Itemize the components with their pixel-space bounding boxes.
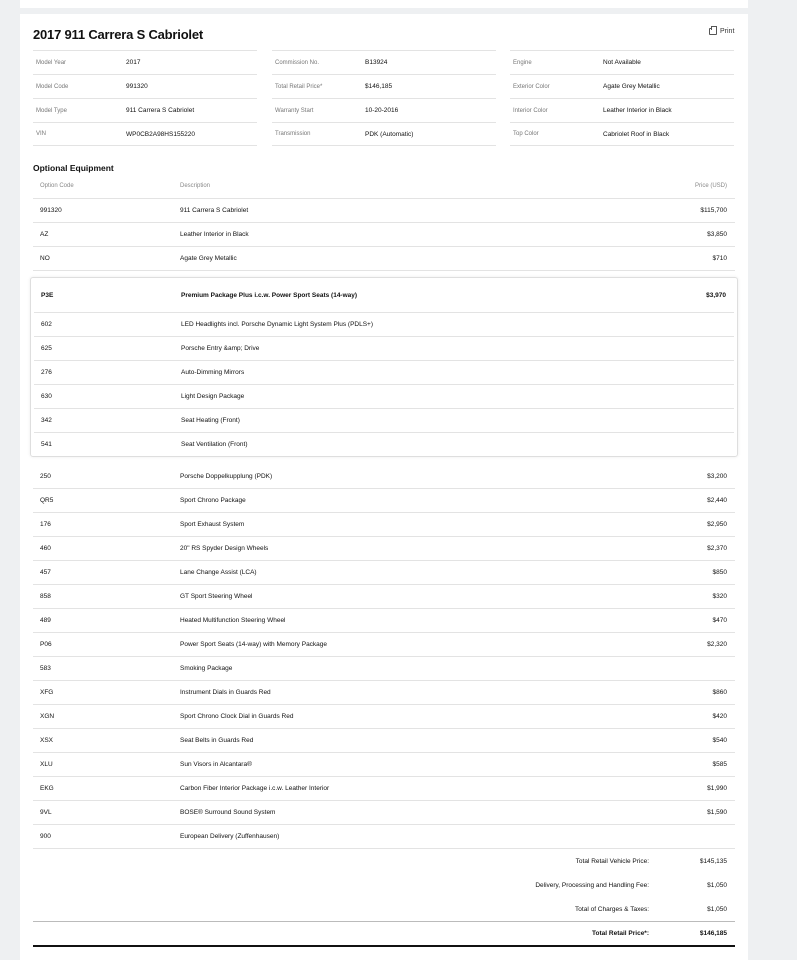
table-row	[33, 223, 735, 247]
option-price: $320	[712, 593, 727, 600]
section-title-optional-equipment: Optional Equipment	[33, 163, 114, 173]
option-description: Heated Multifunction Steering Wheel	[180, 617, 286, 624]
option-description: Sport Chrono Package	[180, 497, 246, 504]
spec-label: Exterior Color	[513, 83, 550, 90]
table-row	[33, 199, 735, 223]
totals-row	[33, 873, 735, 897]
rows-after-package	[33, 465, 735, 849]
grand-total-label: Total Retail Price*:	[592, 930, 649, 937]
spec-label: Interior Color	[513, 107, 548, 114]
spec-label: Model Type	[36, 107, 67, 114]
spec-row	[33, 74, 257, 98]
spec-label: VIN	[36, 131, 47, 137]
table-row	[33, 753, 735, 777]
option-description: Lane Change Assist (LCA)	[180, 569, 257, 576]
package-item-row	[34, 312, 734, 336]
option-price: $470	[712, 617, 727, 624]
spec-row	[272, 98, 496, 122]
spec-value: 911 Carrera S Cabriolet	[126, 107, 195, 114]
spec-label: Total Retail Price*	[275, 83, 323, 90]
spec-row	[272, 122, 496, 146]
option-description: GT Sport Steering Wheel	[180, 593, 253, 600]
spec-row	[33, 50, 257, 74]
top-strip	[20, 0, 748, 8]
option-price: $585	[712, 761, 727, 768]
spec-value: B13924	[365, 59, 388, 66]
column-header-code: Option Code	[40, 183, 74, 189]
spec-value: Not Available	[603, 59, 641, 66]
option-description: Auto-Dimming Mirrors	[181, 369, 245, 376]
totals-label: Total Retail Vehicle Price:	[575, 857, 649, 865]
spec-row	[510, 122, 734, 146]
option-price: $2,320	[707, 641, 727, 648]
option-code: 176	[40, 521, 51, 528]
spec-label: Engine	[513, 59, 532, 66]
column-header-price: Price (USD)	[694, 183, 727, 189]
table-row	[33, 801, 735, 825]
option-code: 276	[41, 369, 52, 376]
table-row	[33, 681, 735, 705]
option-description: Sun Visors in Alcantara®	[180, 761, 252, 768]
option-description: Seat Ventilation (Front)	[181, 441, 248, 448]
spec-row	[510, 50, 734, 74]
table-row	[33, 513, 735, 537]
specs-column-1	[33, 50, 257, 146]
package-item-row	[34, 336, 734, 360]
option-description: Smoking Package	[180, 665, 233, 672]
printer-icon	[709, 28, 717, 35]
option-code: AZ	[40, 231, 49, 238]
grand-total-value: $146,185	[699, 930, 727, 937]
totals-value: $1,050	[707, 905, 727, 913]
option-code: XGN	[40, 713, 55, 720]
option-price: $540	[712, 737, 727, 744]
option-description: Instrument Dials in Guards Red	[180, 689, 271, 696]
option-code: 9VL	[40, 809, 52, 816]
option-code: 583	[40, 665, 51, 672]
option-code: 900	[40, 833, 51, 840]
option-code: 625	[41, 345, 52, 352]
table-row	[33, 657, 735, 681]
option-code: QR5	[40, 497, 54, 504]
spec-row	[33, 122, 257, 146]
spec-value: PDK (Automatic)	[365, 130, 414, 138]
specs-column-3	[510, 50, 734, 146]
package-item-row	[34, 360, 734, 384]
table-row	[33, 247, 735, 271]
package-header-row	[34, 278, 734, 312]
vehicle-specs	[33, 50, 735, 147]
option-price: $710	[712, 255, 727, 262]
totals-section	[33, 849, 735, 947]
option-code: 457	[40, 569, 51, 576]
option-price: $1,590	[707, 809, 727, 816]
option-code: 630	[41, 393, 52, 400]
option-price: $3,850	[707, 231, 727, 238]
spec-row	[272, 50, 496, 74]
spec-row	[272, 74, 496, 98]
option-price: $2,440	[707, 497, 727, 504]
option-code: 858	[40, 593, 51, 600]
spec-label: Transmission	[275, 131, 311, 137]
grand-total-row	[33, 921, 735, 947]
option-price: $2,370	[707, 545, 727, 552]
table-row	[33, 609, 735, 633]
spec-row	[510, 74, 734, 98]
option-description: Power Sport Seats (14-way) with Memory Package	[180, 641, 328, 648]
option-code: 342	[41, 417, 52, 424]
option-code: 489	[40, 617, 51, 624]
option-code: NO	[40, 255, 50, 262]
option-price: $420	[712, 713, 727, 720]
option-code: 541	[41, 441, 52, 448]
column-header-description: Description	[180, 183, 211, 189]
spec-value: Cabriolet Roof in Black	[603, 130, 670, 138]
option-code: 602	[41, 321, 52, 328]
totals-value: $1,050	[707, 881, 727, 889]
totals-row	[33, 849, 735, 873]
option-description: Porsche Entry &amp; Drive	[181, 345, 260, 352]
option-description: Light Design Package	[181, 393, 245, 400]
option-code: P06	[40, 641, 52, 648]
table-row	[33, 561, 735, 585]
spec-value: 991320	[126, 83, 148, 90]
totals-value: $145,135	[699, 857, 727, 865]
spec-label: Model Year	[36, 59, 67, 66]
option-description: European Delivery (Zuffenhausen)	[180, 833, 280, 840]
totals-label: Delivery, Processing and Handling Fee:	[535, 881, 649, 889]
option-price: $3,200	[707, 473, 727, 480]
spec-label: Commission No.	[275, 59, 320, 66]
spec-row	[510, 98, 734, 122]
option-description: Sport Exhaust System	[180, 521, 245, 528]
spec-value: 2017	[126, 59, 141, 66]
spec-label: Warranty Start	[275, 107, 314, 114]
option-description: 911 Carrera S Cabriolet	[180, 207, 249, 214]
option-description: Seat Belts in Guards Red	[180, 737, 254, 744]
package-item-row	[34, 432, 734, 456]
table-row	[33, 777, 735, 801]
table-row	[33, 489, 735, 513]
option-code: 250	[40, 473, 51, 480]
table-row	[33, 585, 735, 609]
option-description: LED Headlights incl. Porsche Dynamic Light System Plus (PDLS+)	[181, 321, 374, 328]
option-description: Sport Chrono Clock Dial in Guards Red	[180, 713, 294, 720]
option-description: BOSE® Surround Sound System	[180, 809, 276, 816]
package-items	[34, 312, 734, 456]
option-price: $860	[712, 689, 727, 696]
option-description: Carbon Fiber Interior Package i.c.w. Leather Interior	[180, 785, 330, 792]
table-row	[33, 633, 735, 657]
print-button[interactable]	[709, 28, 734, 35]
spec-label: Model Code	[36, 83, 69, 90]
spec-value: Leather Interior in Black	[603, 107, 672, 114]
package-description: Premium Package Plus i.c.w. Power Sport Seats (14-way)	[181, 291, 358, 299]
spec-row	[33, 98, 257, 122]
option-description: Leather Interior in Black	[180, 231, 249, 238]
totals-row	[33, 897, 735, 921]
spec-label: Top Color	[513, 131, 539, 137]
option-price: $115,700	[700, 207, 727, 214]
specs-column-2	[272, 50, 496, 146]
totals-rows	[33, 849, 735, 921]
table-row	[33, 729, 735, 753]
option-price: $1,990	[707, 785, 727, 792]
option-code: EKG	[40, 785, 54, 792]
option-description: Agate Grey Metallic	[180, 255, 237, 262]
spec-value: WP0CB2A98HS155220	[126, 130, 196, 138]
option-price: $2,950	[707, 521, 727, 528]
table-row	[33, 705, 735, 729]
spec-value: $146,185	[365, 83, 393, 90]
package-price: $3,970	[706, 291, 726, 299]
optional-equipment-table	[33, 174, 735, 947]
option-description: Seat Heating (Front)	[181, 417, 240, 424]
spec-value: 10-20-2016	[365, 107, 399, 114]
table-row	[33, 537, 735, 561]
rows-before-package	[33, 199, 735, 271]
table-header	[33, 174, 735, 199]
print-label: Print	[720, 28, 735, 35]
totals-label: Total of Charges & Taxes:	[575, 905, 649, 913]
package-card	[30, 277, 738, 457]
table-row	[33, 825, 735, 849]
option-code: XFG	[40, 689, 54, 696]
package-item-row	[34, 408, 734, 432]
package-item-row	[34, 384, 734, 408]
page-title: 2017 911 Carrera S Cabriolet	[33, 27, 204, 42]
option-code: 460	[40, 545, 51, 552]
option-code: XSX	[40, 737, 54, 744]
option-description: 20" RS Spyder Design Wheels	[180, 545, 269, 552]
option-code: 991320	[40, 207, 62, 214]
option-price: $850	[712, 569, 727, 576]
spec-value: Agate Grey Metallic	[603, 83, 660, 90]
table-row	[33, 465, 735, 489]
window-sticker-sheet	[20, 14, 748, 960]
option-code: XLU	[40, 761, 53, 768]
package-code: P3E	[41, 291, 54, 299]
option-description: Porsche Doppelkupplung (PDK)	[180, 473, 273, 480]
